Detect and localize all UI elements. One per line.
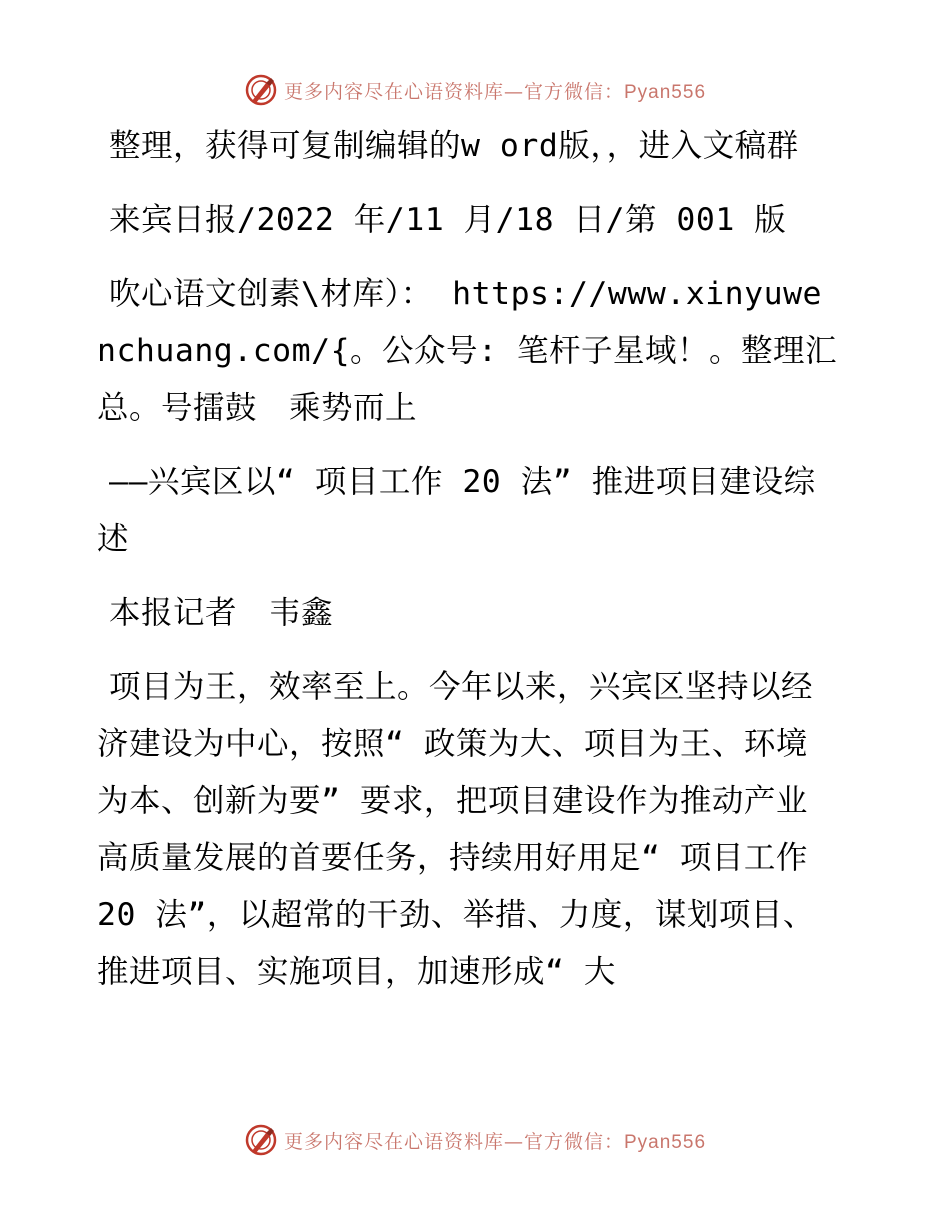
watermark-text [284,77,706,104]
paragraph-subtitle: ——兴宾区以“ 项目工作 20 法” 推进项目建设综述 [97,464,816,557]
watermark-wechat-id: Pyan556 [624,1131,707,1153]
paragraph-promo-headline: 吹心语文创素\材库）： https://www.xinyuwenchuang.com/{。公众号: 笔杆子星域！。整理汇总。号擂鼓 乘势而上 [97,276,837,426]
pen-logo-icon [244,73,278,107]
paragraph-source-line: 来宾日报/2022 年/11 月/18 日/第 001 版 [109,202,787,238]
watermark-wechat-label: 官方微信： [523,1130,624,1153]
paragraph-body: 项目为王，效率至上。今年以来，兴宾区坚持以经济建设为中心，按照“ 政策为大、项目为王、环境为本、创新为要” 要求，把项目建设作为推动产业高质量发展的首要任务，持续用好用足“ 项目工作 20 法”，以超常的干劲、举措、力度，谋划项目、推进项目、实施项目，加速形成“ 大 [97,669,815,990]
watermark-separator: — [503,80,524,103]
watermark-library-name: 更多内容尽在心语资料库 [283,80,504,103]
document-body [97,118,837,1001]
watermark-separator: — [503,1130,524,1153]
paragraph-intro: 整理，获得可复制编辑的w ord版，，进入文稿群 [109,128,799,164]
watermark-wechat-id: Pyan556 [624,81,707,103]
pen-logo-icon [244,1123,278,1157]
watermark-text [284,1127,706,1154]
footer-watermark [0,1120,950,1160]
paragraph-byline: 本报记者 韦鑫 [109,595,334,631]
watermark-wechat-label: 官方微信： [523,80,624,103]
header-watermark [0,70,950,110]
watermark-library-name: 更多内容尽在心语资料库 [283,1130,504,1153]
